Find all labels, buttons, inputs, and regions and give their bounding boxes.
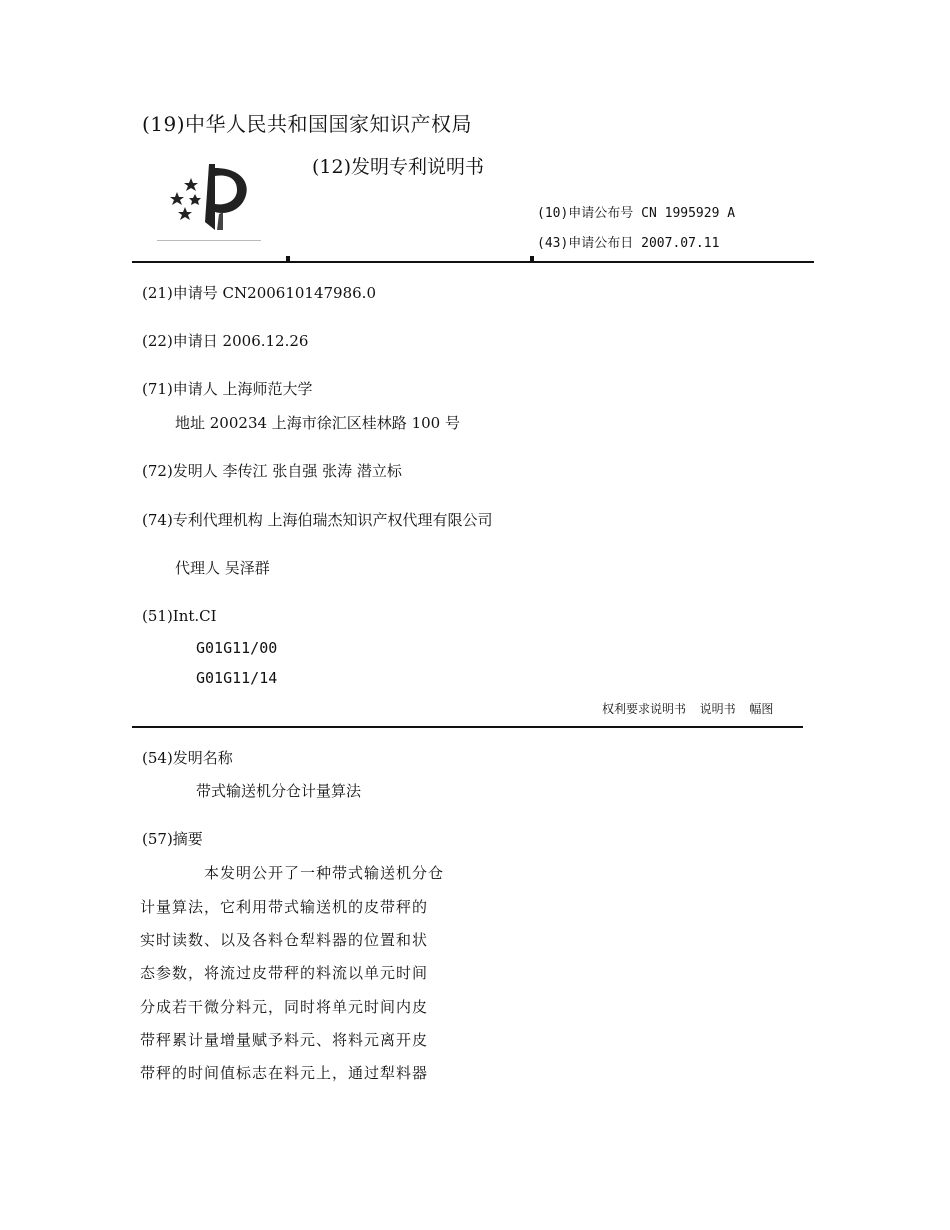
int-cl-code: G01G11/14 bbox=[196, 669, 278, 687]
abstract-line: 带秤累计量增量赋予料元、将料元离开皮 bbox=[140, 1031, 429, 1049]
section-divider bbox=[132, 726, 803, 728]
abstract-line: 计量算法，它利用带式输送机的皮带秤的 bbox=[140, 898, 429, 916]
abstract-line: 本发明公开了一种带式输送机分仓 bbox=[204, 864, 445, 882]
office-title: (19)中华人民共和国国家知识产权局 bbox=[142, 112, 473, 136]
publication-date: (43)申请公布日 2007.07.11 bbox=[537, 236, 720, 251]
applicant-address: 地址 200234 上海市徐汇区桂林路 100 号 bbox=[175, 414, 460, 432]
application-number: (21)申请号 CN200610147986.0 bbox=[142, 284, 376, 302]
invention-title-label: (54)发明名称 bbox=[142, 749, 233, 767]
application-date: (22)申请日 2006.12.26 bbox=[142, 332, 309, 350]
header-divider bbox=[132, 261, 814, 263]
int-cl-label: (51)Int.CI bbox=[142, 607, 217, 625]
patent-office-logo-icon bbox=[157, 152, 261, 241]
nav-links bbox=[602, 700, 773, 717]
inventors: (72)发明人 李传江 张自强 张涛 潜立标 bbox=[142, 462, 402, 480]
abstract-label: (57)摘要 bbox=[142, 830, 203, 848]
abstract-line: 带秤的时间值标志在料元上，通过犁料器 bbox=[140, 1064, 429, 1082]
invention-title: 带式输送机分仓计量算法 bbox=[196, 782, 362, 800]
abstract-line: 实时读数、以及各料仓犁料器的位置和状 bbox=[140, 931, 429, 949]
applicant: (71)申请人 上海师范大学 bbox=[142, 380, 313, 398]
description-link[interactable]: 说明书 bbox=[699, 702, 736, 716]
drawings-link[interactable]: 幅图 bbox=[749, 702, 774, 716]
claims-link[interactable]: 权利要求说明书 bbox=[602, 702, 687, 716]
patent-agency: (74)专利代理机构 上海伯瑞杰知识产权代理有限公司 bbox=[142, 511, 493, 529]
patent-agent: 代理人 吴泽群 bbox=[175, 559, 270, 577]
divider-mark bbox=[286, 256, 290, 262]
abstract-line: 态参数，将流过皮带秤的料流以单元时间 bbox=[140, 964, 429, 982]
abstract-line: 分成若干微分料元，同时将单元时间内皮 bbox=[140, 998, 429, 1016]
divider-mark bbox=[530, 256, 534, 262]
publication-number: (10)申请公布号 CN 1995929 A bbox=[537, 206, 736, 221]
document-type-title: (12)发明专利说明书 bbox=[312, 156, 485, 178]
int-cl-code: G01G11/00 bbox=[196, 639, 278, 657]
